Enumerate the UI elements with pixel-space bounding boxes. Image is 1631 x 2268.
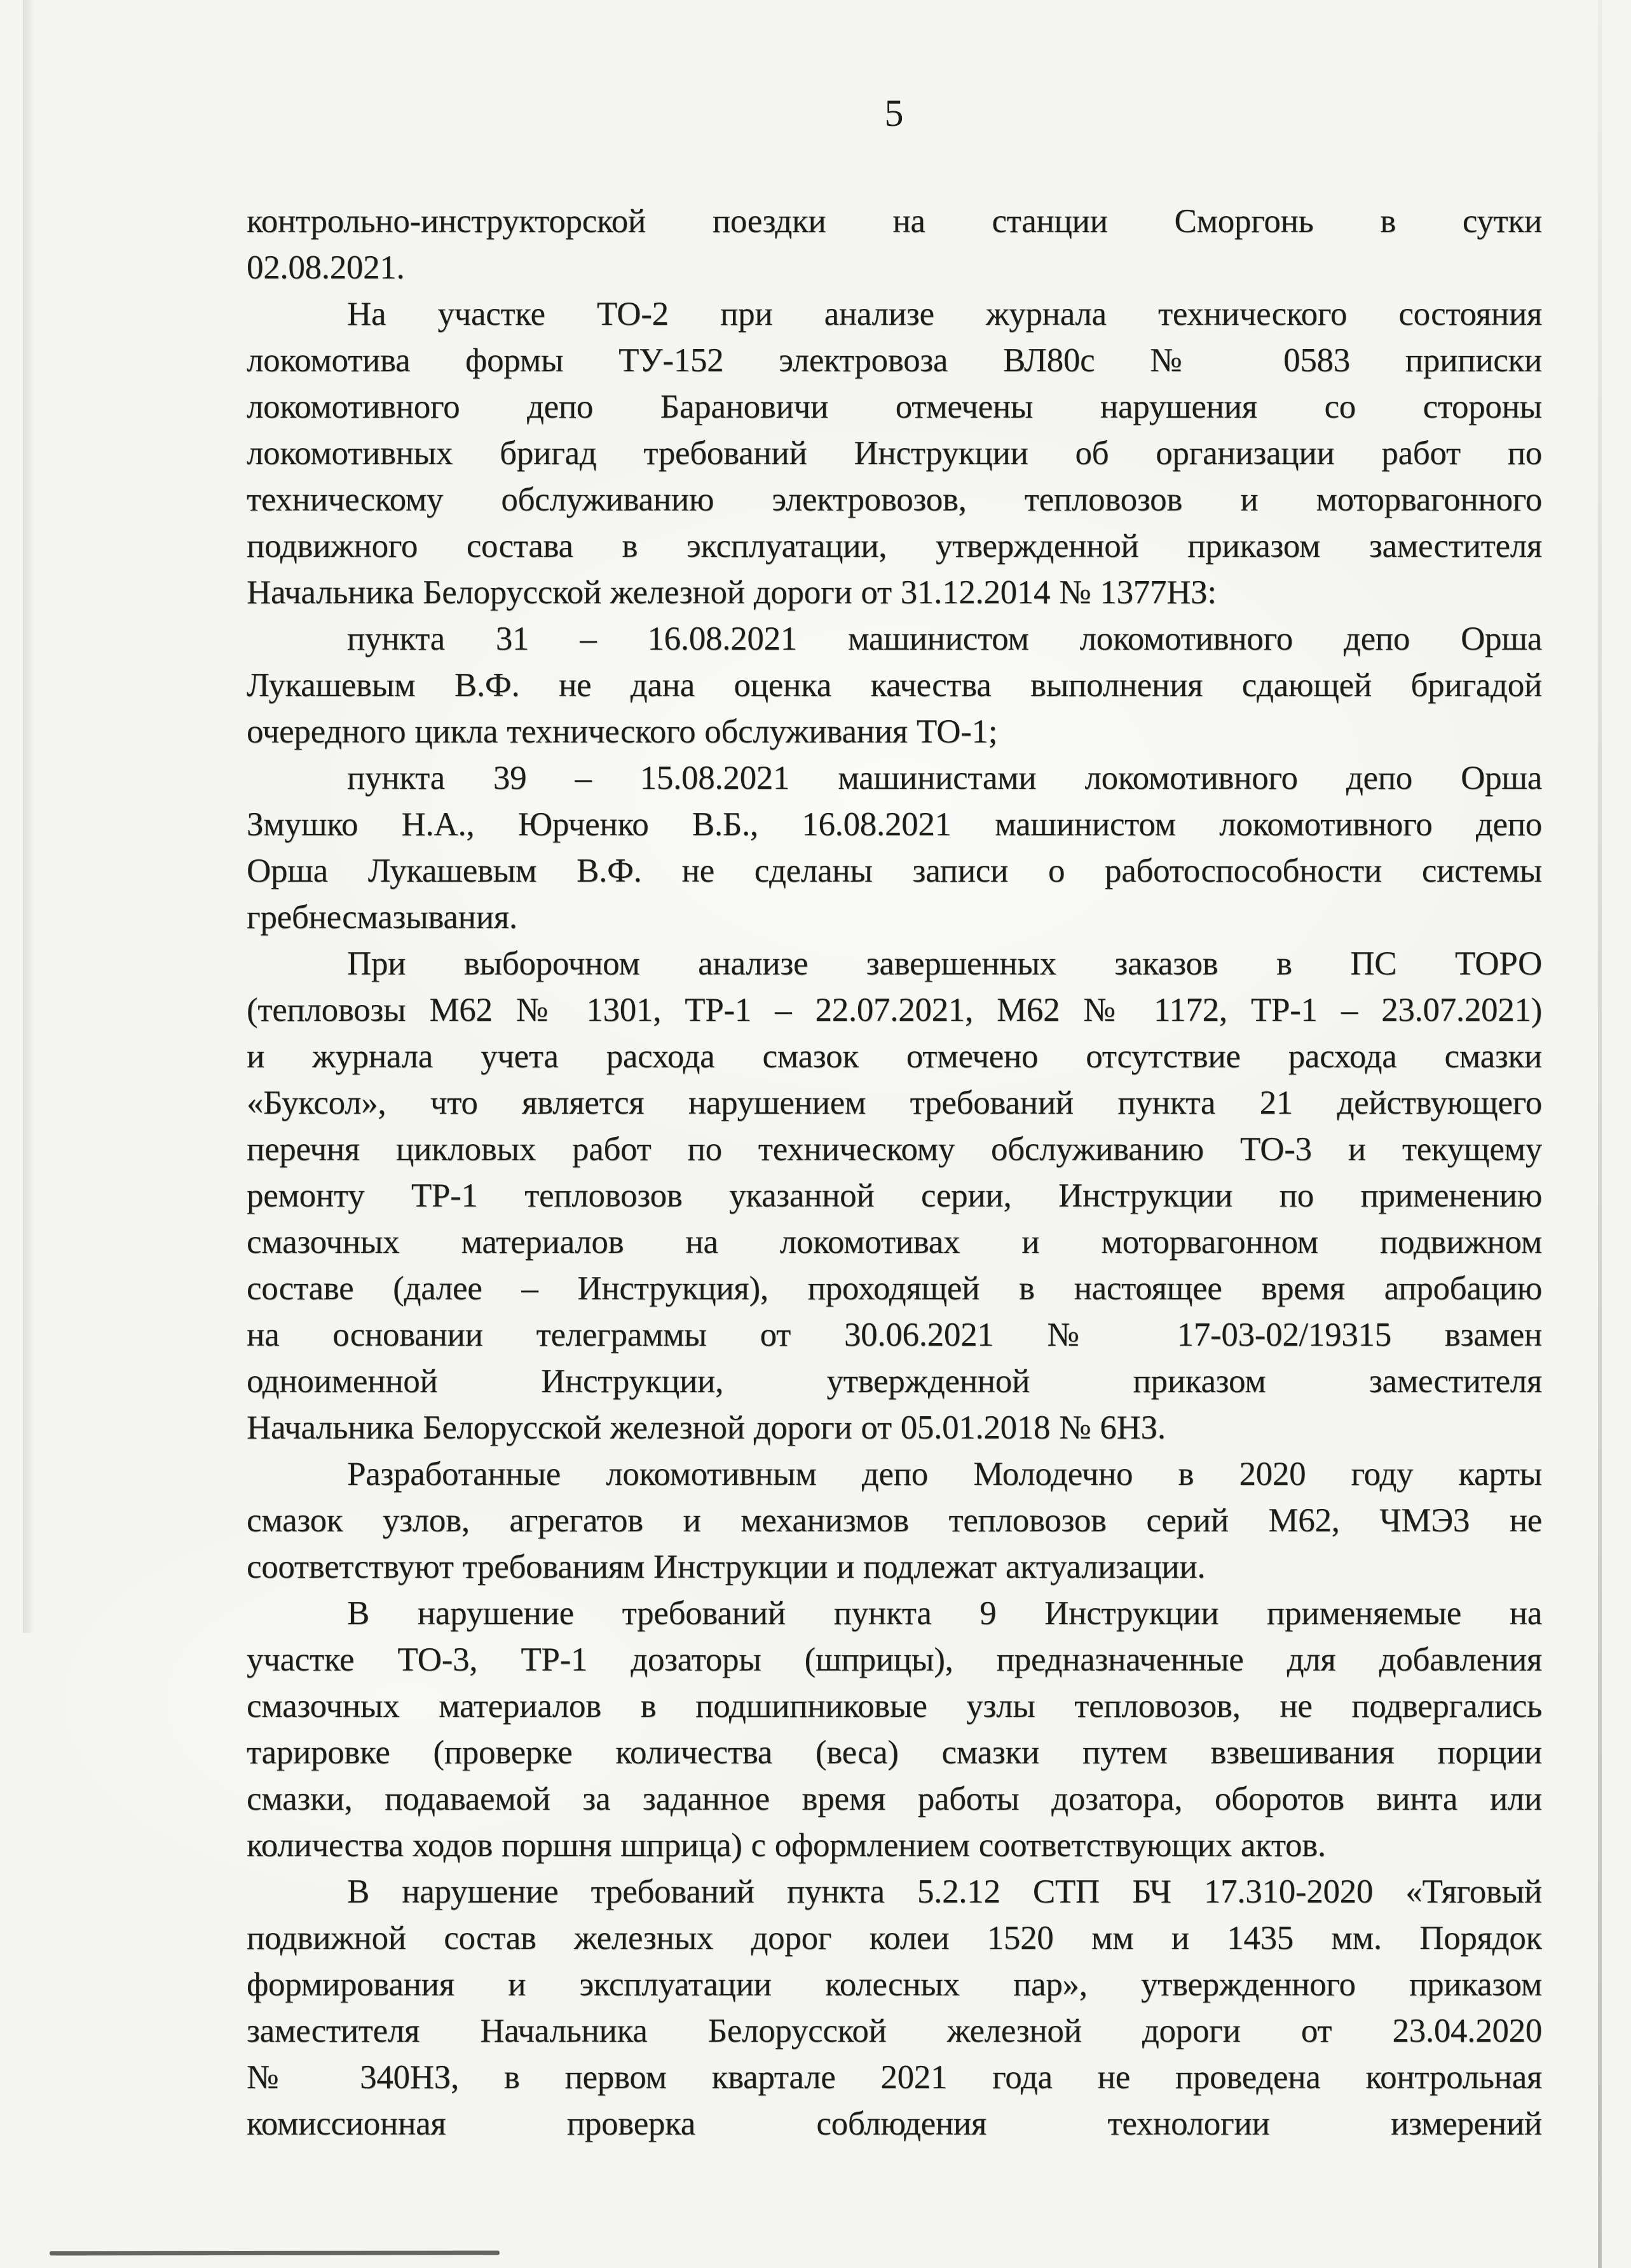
text-line: и журнала учета расхода смазок отмечено отсутствие расхода смазки [247,1038,1542,1075]
text-line: заместителя Начальника Белорусской железной дороги от 23.04.2020 [247,2012,1542,2049]
text-line: пункта 39 – 15.08.2021 машинистами локомотивного депо Орша [347,760,1542,796]
text-line: Лукашевым В.Ф. не дана оценка качества выполнения сдающей бригадой [247,667,1542,704]
text-line: ремонту ТР-1 тепловозов указанной серии, Инструкции по применению [247,1177,1542,1214]
text-line: Разработанные локомотивным депо Молодечно в 2020 году карты [347,1456,1542,1493]
document-content [247,89,1542,2147]
text-line: смазочных материалов в подшипниковые узлы тепловозов, не подвергались [247,1688,1542,1725]
page-number: 5 [884,92,904,134]
text-line: № 340НЗ, в первом квартале 2021 года не проведена контрольная [247,2059,1542,2096]
text-line: участке ТО-3, ТР-1 дозаторы (шприцы), предназначенные для добавления [247,1641,1542,1678]
text-line: смазки, подаваемой за заданное время работы дозатора, оборотов винта или [247,1780,1542,1817]
text-line: перечня цикловых работ по техническому обслуживанию ТО-3 и текущему [247,1131,1542,1168]
text-line: соответствуют требованиям Инструкции и подлежат актуализации. [247,1548,1206,1585]
text-line: очередного цикла технического обслуживания ТО-1; [247,713,998,750]
text-line: локомотива формы ТУ-152 электровоза ВЛ80с № 0583 приписки [247,342,1542,379]
text-line: составе (далее – Инструкция), проходящей в настоящее время апробацию [247,1270,1542,1307]
scan-left-edge-shade [23,0,34,1633]
text-line: подвижного состава в эксплуатации, утвержденной приказом заместителя [247,528,1542,564]
text-line: «Буксол», что является нарушением требований пункта 21 действующего [247,1084,1542,1121]
text-line: смазок узлов, агрегатов и механизмов тепловозов серий М62, ЧМЭ3 не [247,1502,1542,1539]
text-line: тарировке (проверке количества (веса) смазки путем взвешивания порции [247,1734,1542,1771]
text-line: контрольно-инструкторской поездки на станции Сморгонь в сутки [247,203,1542,240]
text-line: локомотивного депо Барановичи отмечены нарушения со стороны [247,388,1542,425]
text-line: подвижной состав железных дорог колеи 1520 мм и 1435 мм. Порядок [247,1920,1542,1957]
text-line: смазочных материалов на локомотивах и моторвагонном подвижном [247,1224,1542,1260]
text-line: Змушко Н.А., Юрченко В.Б., 16.08.2021 машинистом локомотивного депо [247,806,1542,843]
text-line: техническому обслуживанию электровозов, тепловозов и моторвагонного [247,481,1542,518]
text-line: формирования и эксплуатации колесных пар», утвержденного приказом [247,1966,1542,2003]
text-line: комиссионная проверка соблюдения технологии измерений [247,2105,1542,2142]
scan-bottom-artifact-line [50,2251,500,2256]
text-line: В нарушение требований пункта 9 Инструкции применяемые на [347,1595,1542,1632]
text-line: 02.08.2021. [247,249,405,286]
text-line: количества ходов поршня шприца) с оформлением соответствующих актов. [247,1827,1326,1864]
document-text-block [247,198,1542,2147]
text-line: локомотивных бригад требований Инструкции об организации работ по [247,435,1542,472]
text-line: На участке ТО-2 при анализе журнала технического состояния [347,296,1542,332]
text-line: В нарушение требований пункта 5.2.12 СТП БЧ 17.310-2020 «Тяговый [347,1873,1542,1910]
text-line: (тепловозы М62 № 1301, ТР-1 – 22.07.2021, М62 № 1172, ТР-1 – 23.07.2021) [247,992,1542,1028]
text-line: одноименной Инструкции, утвержденной приказом заместителя [247,1363,1542,1400]
text-line: гребнесмазывания. [247,899,517,936]
scan-right-edge-line [1598,0,1602,2268]
text-line: пункта 31 – 16.08.2021 машинистом локомотивного депо Орша [347,620,1542,657]
text-line: Орша Лукашевым В.Ф. не сделаны записи о работоспособности системы [247,852,1542,889]
text-line: на основании телеграммы от 30.06.2021 № 17-03-02/19315 взамен [247,1316,1542,1353]
text-line: Начальника Белорусской железной дороги от 05.01.2018 № 6НЗ. [247,1409,1166,1446]
text-line: Начальника Белорусской железной дороги от 31.12.2014 № 1377НЗ: [247,574,1217,611]
text-line: При выборочном анализе завершенных заказов в ПС ТОРО [347,945,1542,982]
